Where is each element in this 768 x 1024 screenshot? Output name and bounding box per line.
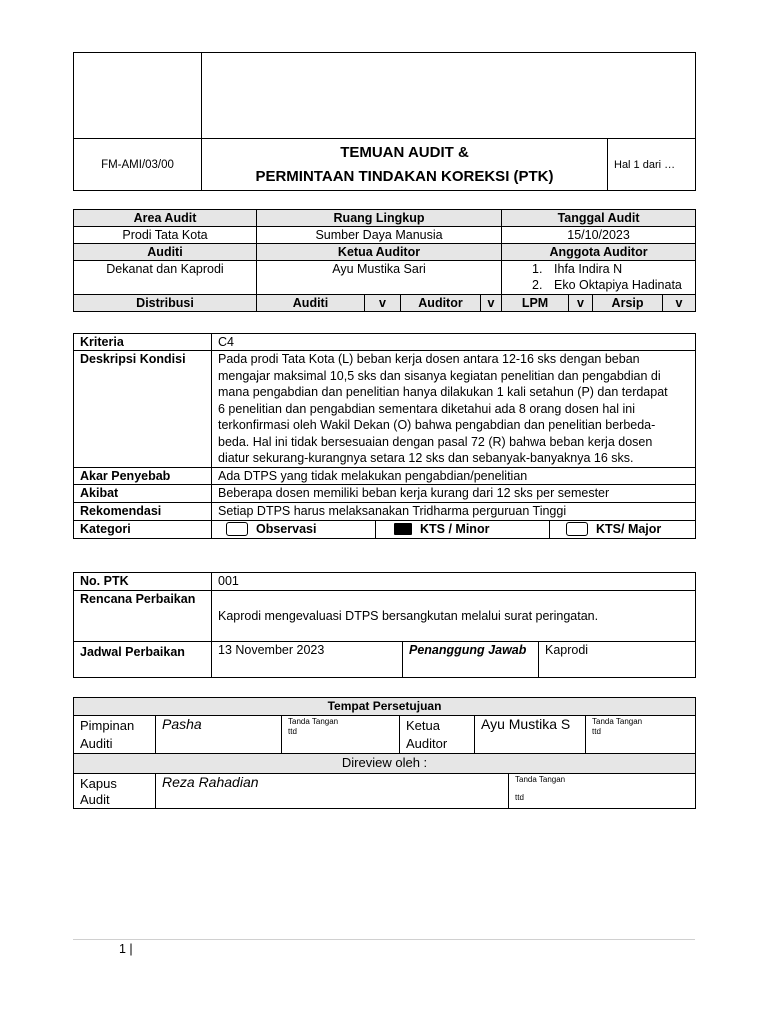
corrective-plan-label: Rencana Perbaikan (74, 591, 212, 642)
auditor-member (532, 261, 689, 277)
footer-rule (73, 939, 695, 940)
observation-label: Observasi (256, 521, 317, 536)
observation-checkbox[interactable] (226, 522, 248, 536)
audit-date-value: 15/10/2023 (502, 227, 696, 244)
description-line: mengajar maksimal 10,5 sks dan sisanya kegiatan penelitian dan pengabdian di (218, 368, 661, 383)
head-label-line: Pimpinan (80, 718, 135, 733)
approval-table (73, 697, 696, 809)
effect-label: Akibat (74, 484, 212, 502)
auditor-members-list (502, 261, 696, 295)
effect-value: Beberapa dosen memiliki beban kerja kurang dari 12 sks per semester (212, 484, 696, 502)
dist-archive-label: Arsip (593, 295, 663, 312)
description-line: 6 penelitian dan pengabdian sementara diketahui ada 8 orang dosen hal ini (218, 401, 635, 416)
audit-info-table (73, 209, 696, 312)
signature-label: Tanda Tangan (592, 717, 643, 726)
pic-label: Penanggung Jawab (403, 642, 539, 678)
signature-value: ttd (515, 793, 524, 802)
auditee-label: Auditi (74, 244, 257, 261)
schedule-label: Jadwal Perbaikan (74, 642, 212, 678)
lead-label-line: Auditor (406, 736, 448, 751)
signature-label: Tanda Tangan (288, 717, 339, 726)
dist-lpm-mark: v (569, 295, 593, 312)
kts-minor-label: KTS / Minor (420, 521, 490, 536)
kapus-audit-name: Reza Rahadian (156, 774, 509, 809)
audit-date-label: Tanggal Audit (502, 210, 696, 227)
member-number: 1. (532, 262, 543, 276)
root-cause-value: Ada DTPS yang tidak melakukan pengabdian/penelitian (212, 467, 696, 484)
signature-value: ttd (288, 727, 297, 736)
category-observation[interactable] (212, 520, 376, 538)
schedule-value: 13 November 2023 (212, 642, 403, 678)
kts-major-label: KTS/ Major (596, 521, 662, 536)
pic-value: Kaprodi (539, 642, 696, 678)
lead-auditor-label: Ketua Auditor (257, 244, 502, 261)
ptk-number-value: 001 (212, 573, 696, 591)
lead-auditor-sign-label (400, 716, 475, 754)
category-kts-minor[interactable] (376, 520, 550, 538)
condition-description (212, 351, 696, 468)
reviewed-by-label: Direview oleh : (74, 754, 696, 774)
dist-auditee-mark: v (365, 295, 401, 312)
finding-table (73, 333, 696, 539)
description-line: diatur sekurang-kurangnya setara 12 sks dan sebanyak-banyaknya 16 sks. (218, 451, 634, 465)
area-audit-value: Prodi Tata Kota (74, 227, 257, 244)
criteria-value: C4 (212, 334, 696, 351)
head-auditee-signature (282, 716, 400, 754)
lead-label-line: Ketua (406, 718, 440, 733)
corrective-plan-value: Kaprodi mengevaluasi DTPS bersangkutan melalui surat peringatan. (212, 591, 696, 642)
auditor-member (532, 277, 689, 293)
scope-value: Sumber Daya Manusia (257, 227, 502, 244)
area-audit-label: Area Audit (74, 210, 257, 227)
signature-label: Tanda Tangan (515, 775, 566, 784)
dist-auditor-label: Auditor (401, 295, 481, 312)
document-title (202, 139, 608, 191)
dist-lpm-label: LPM (502, 295, 569, 312)
lead-auditor-value: Ayu Mustika Sari (257, 261, 502, 295)
dist-auditor-mark: v (481, 295, 502, 312)
scope-label: Ruang Lingkup (257, 210, 502, 227)
title-line-1: TEMUAN AUDIT & (340, 143, 469, 161)
signature-value: ttd (592, 727, 601, 736)
criteria-label: Kriteria (74, 334, 212, 351)
approval-title: Tempat Persetujuan (74, 698, 696, 716)
dist-archive-mark: v (663, 295, 696, 312)
description-line: Pada prodi Tata Kota (L) beban kerja dosen antara 12-16 sks dengan beban (218, 352, 640, 366)
header-table (73, 52, 696, 191)
ptk-number-label: No. PTK (74, 573, 212, 591)
ptk-table (73, 572, 696, 678)
logo-cell (74, 53, 202, 139)
condition-label: Deskripsi Kondisi (74, 351, 212, 468)
auditor-members-label: Anggota Auditor (502, 244, 696, 261)
distribution-label: Distribusi (74, 295, 257, 312)
kts-major-checkbox[interactable] (566, 522, 588, 536)
page-info: Hal 1 dari … (608, 139, 696, 191)
recommendation-value: Setiap DTPS harus melaksanakan Tridharma perguruan Tinggi (212, 502, 696, 520)
root-cause-label: Akar Penyebab (74, 467, 212, 484)
kts-minor-checkbox-checked[interactable] (394, 523, 412, 535)
member-name: Eko Oktapiya Hadinata (554, 278, 682, 292)
recommendation-label: Rekomendasi (74, 502, 212, 520)
header-blank-cell (202, 53, 696, 139)
kapus-audit-label: Kapus Audit (74, 774, 156, 809)
category-label: Kategori (74, 520, 212, 538)
head-auditee-label (74, 716, 156, 754)
lead-auditor-signature (586, 716, 696, 754)
head-auditee-name: Pasha (156, 716, 282, 754)
lead-auditor-name: Ayu Mustika S (475, 716, 586, 754)
title-line-2: PERMINTAAN TINDAKAN KOREKSI (PTK) (255, 167, 554, 185)
form-code: FM-AMI/03/00 (74, 139, 202, 191)
member-name: Ihfa Indira N (554, 262, 623, 276)
dist-auditee-label: Auditi (257, 295, 365, 312)
category-kts-major[interactable] (550, 520, 696, 538)
head-label-line: Auditi (80, 736, 113, 751)
member-number: 2. (532, 278, 543, 292)
description-line: mana pengabdian dan penelitian hanya dilakukan 1 kali setahun (P) dan terdapat (218, 385, 668, 399)
description-line: terkonfirmasi oleh Wakil Dekan (O) bahwa pengabdian dan penelitian berbeda- (218, 418, 656, 432)
description-line: beda. Hal ini tidak bersesuaian dengan pasal 72 (R) bahwa beban kerja dosen (218, 434, 653, 449)
kapus-audit-signature (509, 774, 696, 809)
page-number: 1 | (119, 942, 133, 956)
auditee-value: Dekanat dan Kaprodi (74, 261, 257, 295)
